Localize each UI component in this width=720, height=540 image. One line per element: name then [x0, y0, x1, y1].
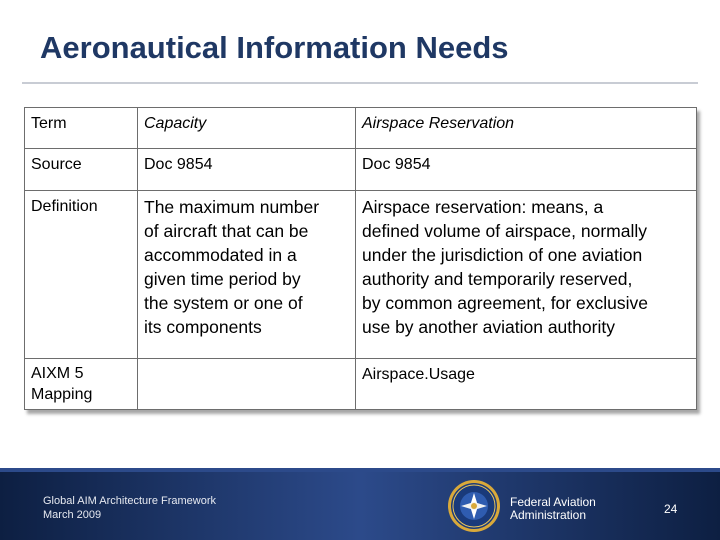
table-row-term [25, 108, 697, 149]
definition-capacity-line: of aircraft that can be [144, 221, 309, 241]
definition-reservation-line: Airspace reservation: means, a [362, 197, 604, 217]
definition-reservation-line: use by another aviation authority [362, 317, 615, 337]
footer-date: March 2009 [43, 509, 102, 521]
faa-seal-icon [447, 479, 501, 533]
definition-capacity-line: the system or one of [144, 293, 303, 313]
definition-reservation-line: by common agreement, for exclusive [362, 293, 648, 313]
cell-term-capacity: Capacity [138, 108, 356, 149]
definition-capacity-line: accommodated in a [144, 245, 297, 265]
cell-source-label: Source [25, 149, 138, 191]
cell-definition-capacity [138, 191, 356, 359]
agency-line: Administration [510, 508, 587, 522]
table-row-aixm-mapping [25, 359, 697, 410]
agency-name [510, 496, 596, 522]
definition-capacity-line: The maximum number [144, 197, 320, 217]
cell-definition-label: Definition [25, 191, 138, 359]
cell-aixm-capacity [138, 359, 356, 410]
table-row-source [25, 149, 697, 191]
cell-definition-airspace-reservation [356, 191, 697, 359]
title-divider [22, 82, 698, 84]
footer-caption [43, 494, 216, 522]
slide-title: Aeronautical Information Needs [40, 30, 509, 65]
cell-aixm-label [25, 359, 138, 410]
table-row-definition [25, 191, 697, 359]
cell-aixm-airspace-reservation: Airspace.Usage [356, 359, 697, 410]
agency-line: Federal Aviation [510, 495, 596, 509]
page-number: 24 [664, 502, 678, 516]
definition-reservation-line: defined volume of airspace, normally [362, 221, 648, 241]
definition-capacity-line: its components [144, 317, 262, 337]
cell-term-label: Term [25, 108, 138, 149]
aixm-label-line: Mapping [31, 386, 93, 403]
cell-term-airspace-reservation: Airspace Reservation [356, 108, 697, 149]
info-table [24, 107, 697, 410]
definition-reservation-line: under the jurisdiction of one aviation [362, 245, 643, 265]
footer-framework-name: Global AIM Architecture Framework [43, 495, 217, 507]
aixm-label-line: AIXM 5 [31, 365, 84, 382]
cell-source-airspace-reservation: Doc 9854 [356, 149, 697, 191]
definition-reservation-line: authority and temporarily reserved, [362, 269, 633, 289]
cell-source-capacity: Doc 9854 [138, 149, 356, 191]
definition-capacity-line: given time period by [144, 269, 301, 289]
